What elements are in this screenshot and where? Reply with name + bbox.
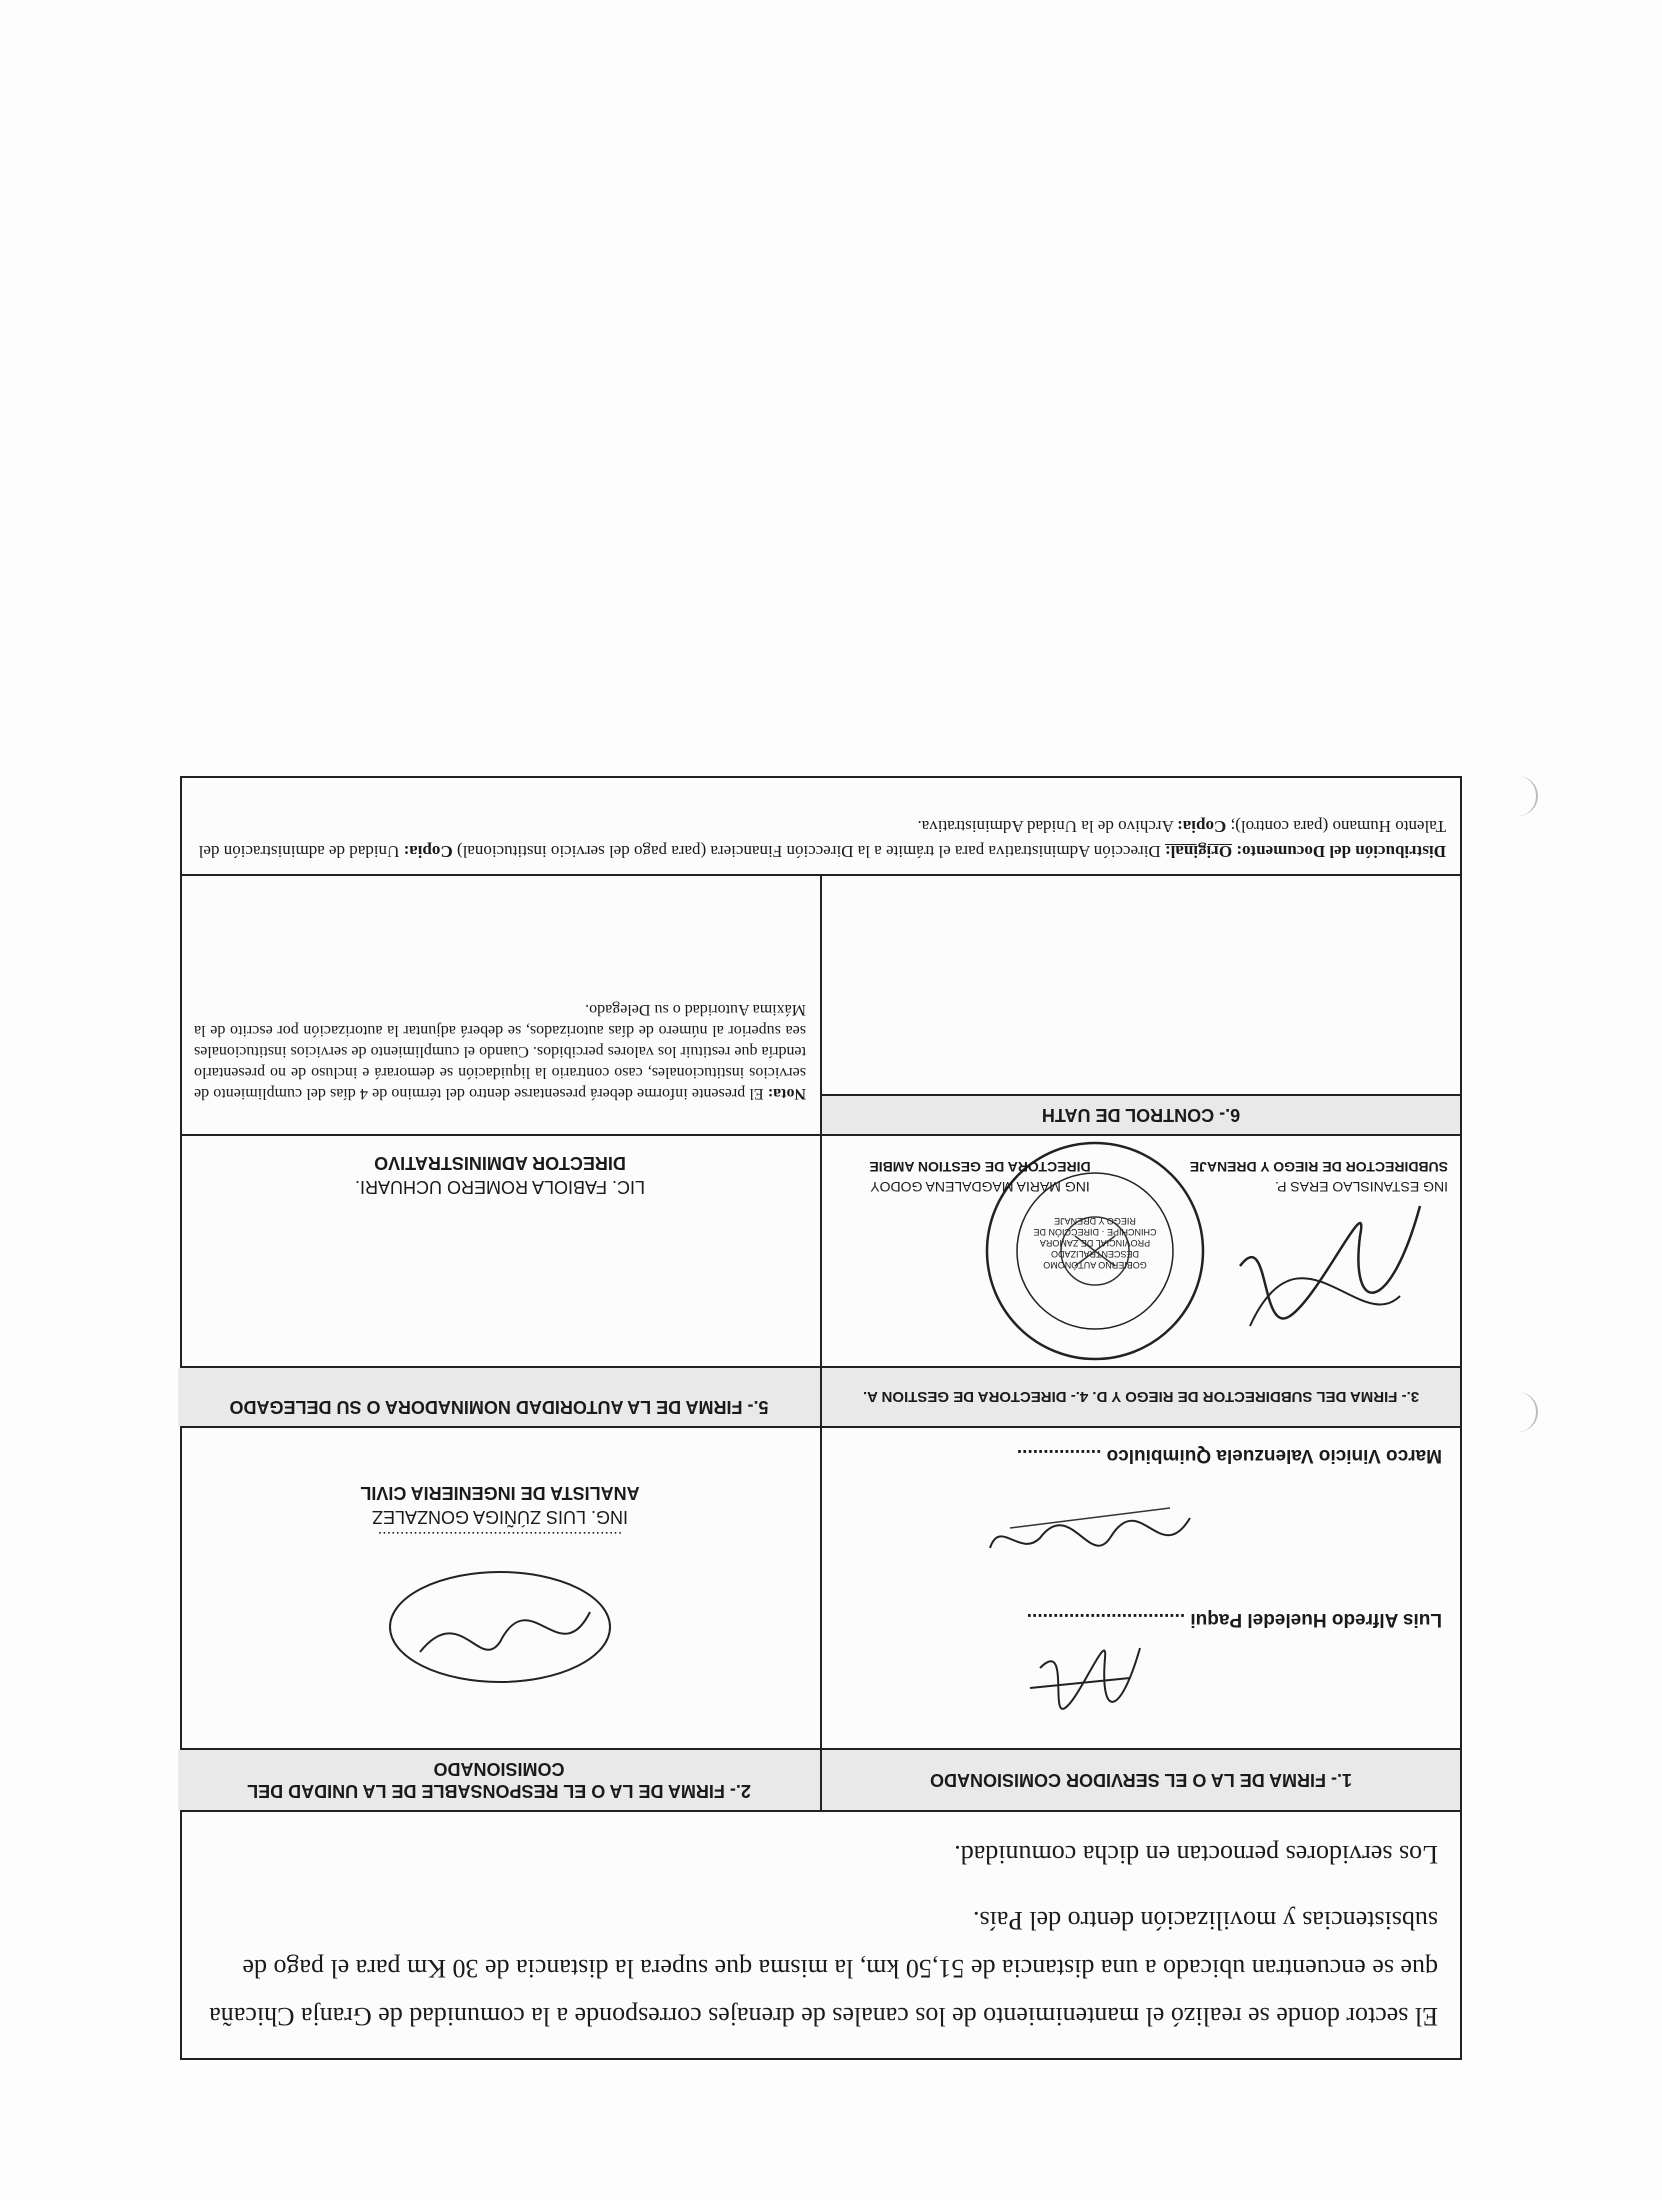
intro-paragraph-1: El sector donde se realizó el mantenimiento de los canales de drenajes corresponde a la comunidad de Granja Chicaña que se encuentran ubicado a una distancia de 51,50 km, la misma que supera la distancia de 30 Km para el pago de subsistencias y movilización dentro del País. [209,1906,1438,2031]
punch-mark-bottom [1518,1392,1538,1432]
signature-header-row-1 [182,1748,1460,1810]
signature-luis [1010,1618,1160,1738]
signature-marco [980,1478,1200,1578]
signature-row-1 [182,1426,1460,1748]
header-responsable: 2.- FIRMA DE LA O EL RESPONSABLE DE LA UNIDAD DEL COMISIONADO [178,1750,820,1810]
copia1-label: Copia: [403,842,453,861]
autoridad-cell [178,1136,820,1366]
copia2-label: Copia: [1177,817,1227,836]
responsable-name: ING. LUIS ZÚÑIGA GONZALEZ [371,1507,629,1527]
dots-2: ................ [1016,1445,1102,1466]
stamp-text: GOBIERNO AUTÓNOMO DESCENTRALIZADO PROVINCIAL DE ZAMORA CHINCHIPE · DIRECCIÓN DE RIEGO Y DRENAJE [1033,1216,1157,1270]
punch-mark-top [1518,776,1538,816]
signature-header-row-2 [182,1366,1460,1426]
subdirector-name: ING ESTANISLAO ERAS P. [1275,1179,1448,1195]
autoridad-name: LIC. FABIOLA ROMERO UCHUARI. [354,1177,646,1197]
note-cell [178,876,820,1134]
signature-subdirector [1220,1176,1440,1356]
copia1-text: Unidad de administración del Talento Humano (para control); [198,817,1446,861]
distribution-row [182,776,1460,874]
header-subdirector-directora: 3.- FIRMA DEL SUBDIRECTOR DE RIEGO Y D. 4.- DIRECTORA DE GESTION A. [820,1368,1460,1426]
copia2-text: Archivo de la Unidad Administrativa. [917,817,1174,836]
directora-name: ING MARIA MAGDALENA GODOY [870,1179,1090,1195]
intro-paragraph-2: Los servidores pernoctan en dicha comunidad. [954,1840,1438,1869]
servidor-name-1-text: Luis Alfredo Hueledel Paqui [1190,1609,1442,1630]
distribution-label: Distribución del Documento: [1236,842,1446,861]
servidor-name-2 [1017,1444,1442,1466]
original-label: Original: [1165,842,1233,861]
form-document [180,776,1462,2060]
header-autoridad: 5.- FIRMA DE LA AUTORIDAD NOMINADORA O SU DELEGADO [178,1368,820,1426]
subdirector-directora-cell [820,1136,1460,1366]
uath-cell [820,876,1460,1134]
signature-row-2 [182,1134,1460,1366]
header-servidor: 1.- FIRMA DE LA O EL SERVIDOR COMISIONADO [820,1750,1460,1810]
note-label: Nota: [767,1085,806,1102]
header-uath: 6.- CONTROL DE UATH [822,1094,1460,1134]
intro-section [182,1810,1460,2058]
servidor-name-2-text: Marco Vinicio Valenzuela Quimbiulco [1106,1445,1442,1466]
original-text: Dirección Administrativa para el trámite a la Dirección Financiera (para pago del servicio institucional) [456,842,1161,861]
responsable-signature-cell [178,1428,820,1748]
autoridad-title: DIRECTOR ADMINISTRATIVO [374,1153,626,1173]
responsable-title: ANALISTA DE INGENIERIA CIVIL [360,1483,640,1503]
note-text [194,999,806,1104]
responsable-dots: ....................................................... [377,1528,623,1545]
servidor-name-1 [1027,1608,1442,1630]
directora-title: DIRECTORA DE GESTION AMBIE [869,1159,1091,1175]
subdirector-title: SUBDIRECTOR DE RIEGO Y DRENAJE [1189,1159,1448,1175]
servidor-signatures-cell [820,1428,1460,1748]
dots-1: .............................. [1026,1609,1186,1630]
note-body: El presente informe deberá presentarse dentro del término de 4 días del cumplimiento de servicios institucionales, caso contrario la liquidación se demorará e incluso de no presentarlo tendría que restituir los valores percibidos. Cuando el cumplimiento de servicios institucionales sea superior al número de días autorizados, se deberá adjuntar la autorización por escrito de la Máxima Autoridad o su Delegado. [193,1001,806,1102]
uath-note-row [182,874,1460,1134]
signature-zuniga [380,1562,620,1692]
